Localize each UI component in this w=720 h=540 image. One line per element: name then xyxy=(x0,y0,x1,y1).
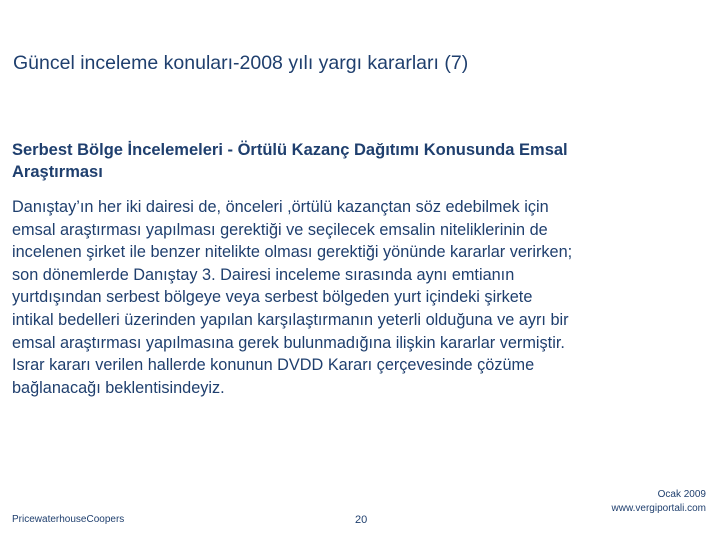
body-line: bağlanacağı beklentisindeyiz. xyxy=(12,378,225,397)
footer-website: www.vergiportali.com xyxy=(611,503,706,514)
body-line: Israr kararı verilen hallerde konunun DVDD Kararı çerçevesinde çözüme xyxy=(12,356,535,375)
body-line: incelenen şirket ile benzer nitelikte olması gerektiği yönünde kararlar verirken; xyxy=(12,243,573,262)
body-line: Danıştay’ın her iki dairesi de, önceleri ,örtülü kazançtan söz edebilmek için xyxy=(12,198,549,216)
body-line: emsal araştırması yapılmasına gerek bulunmadığına ilişkin kararlar vermiştir. xyxy=(12,333,565,352)
body-paragraph xyxy=(12,196,710,399)
slide-title: Güncel inceleme konuları-2008 yılı yargı kararları (7) xyxy=(13,52,469,74)
body-line: son dönemlerde Danıştay 3. Dairesi inceleme sırasında aynı emtianın xyxy=(12,265,515,284)
page-number: 20 xyxy=(355,514,368,526)
section-heading-line: Serbest Bölge İncelemeleri - Örtülü Kazanç Dağıtımı Konusunda Emsal xyxy=(12,141,568,159)
footer-company: PricewaterhouseCoopers xyxy=(12,514,125,525)
body-line: yurtdışından serbest bölgeye veya serbest bölgeden yurt içindeki şirkete xyxy=(12,288,533,307)
body-line: emsal araştırması yapılması gerektiği ve seçilecek emsalin niteliklerinin de xyxy=(12,220,548,239)
section-heading xyxy=(12,139,702,183)
footer-date: Ocak 2009 xyxy=(657,489,706,500)
section-heading-line: Araştırması xyxy=(12,163,103,181)
body-line: intikal bedelleri üzerinden yapılan karşılaştırmanın yeterli olduğuna ve ayrı bir xyxy=(12,310,569,329)
